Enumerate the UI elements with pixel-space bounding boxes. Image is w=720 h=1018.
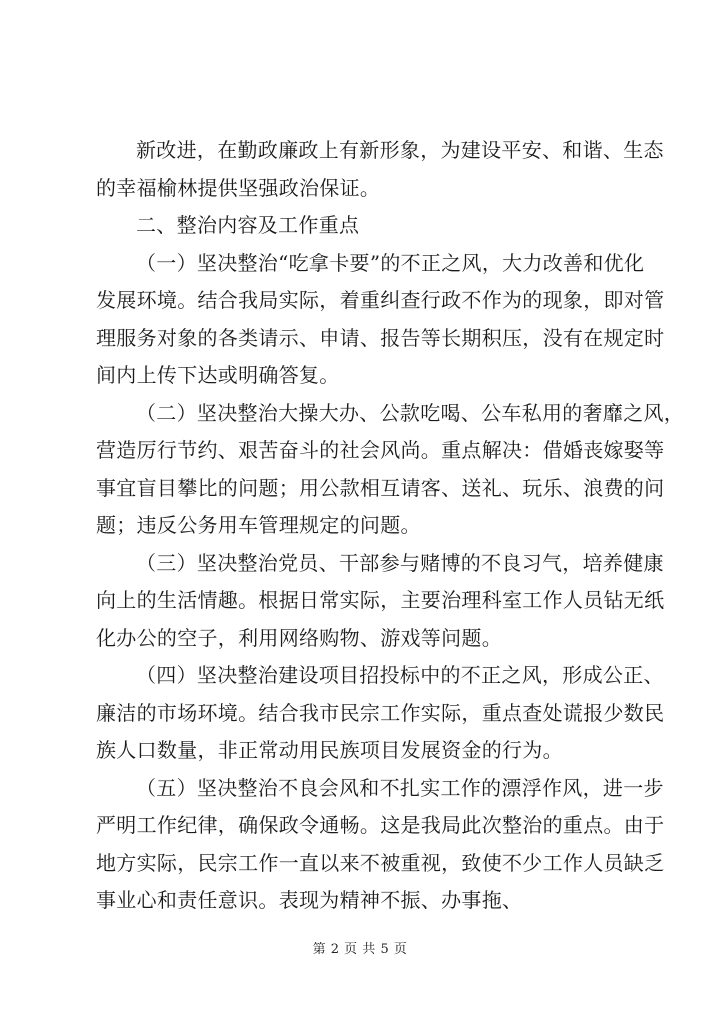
text-line: 题；违反公务用车管理规定的问题。: [96, 513, 421, 537]
text-line: 严明工作纪律，确保政令通畅。这是我局此次整治的重点。由于: [96, 813, 665, 837]
paragraph-start: （二）坚决整治大操大办、公款吃喝、公车私用的奢靡之风，: [136, 400, 685, 425]
text-line: 化办公的空子，利用网络购物、游戏等问题。: [96, 625, 502, 650]
text-line: 理服务对象的各类请示、申请、报告等长期积压，没有在规定时: [96, 325, 665, 350]
text-line: 新改进，在勤政廉政上有新形象，为建设平安、和谐、生态: [136, 138, 664, 162]
text-line: 事宜盲目攀比的问题；用公款相互请客、送礼、玩乐、浪费的问: [96, 475, 665, 500]
text-line: 间内上传下达或明确答复。: [96, 363, 340, 387]
text-line: 营造厉行节约、艰苦奋斗的社会风尚。重点解决：借婚丧嫁娶等: [96, 438, 665, 462]
paragraph-start: （一）坚决整治“吃拿卡要”的不正之风，大力改善和优化: [136, 250, 645, 275]
page-number-footer: 第 2 页 共 5 页: [312, 942, 408, 957]
text-line: 族人口数量，非正常动用民族项目发展资金的行为。: [96, 738, 563, 762]
text-line: 的幸福榆林提供坚强政治保证。: [96, 175, 381, 200]
text-line: 地方实际，民宗工作一直以来不被重视，致使不少工作人员缺乏: [96, 850, 665, 875]
text-line: 事业心和责任意识。表现为精神不振、办事拖、: [96, 888, 523, 912]
text-line: 发展环境。结合我局实际，着重纠查行政不作为的现象，即对管: [96, 288, 665, 312]
paragraph-start: （五）坚决整治不良会风和不扎实工作的漂浮作风，进一步: [136, 775, 664, 800]
paragraph-start: （三）坚决整治党员、干部参与赌博的不良习气，培养健康: [136, 550, 664, 575]
section-heading: 二、整治内容及工作重点: [136, 213, 360, 237]
document-body: [96, 132, 685, 920]
paragraph-start: （四）坚决整治建设项目招投标中的不正之风，形成公正、: [136, 663, 664, 687]
text-line: 向上的生活情趣。根据日常实际，主要治理科室工作人员钻无纸: [96, 588, 665, 612]
text-line: 廉洁的市场环境。结合我市民宗工作实际，重点查处谎报少数民: [96, 700, 665, 725]
